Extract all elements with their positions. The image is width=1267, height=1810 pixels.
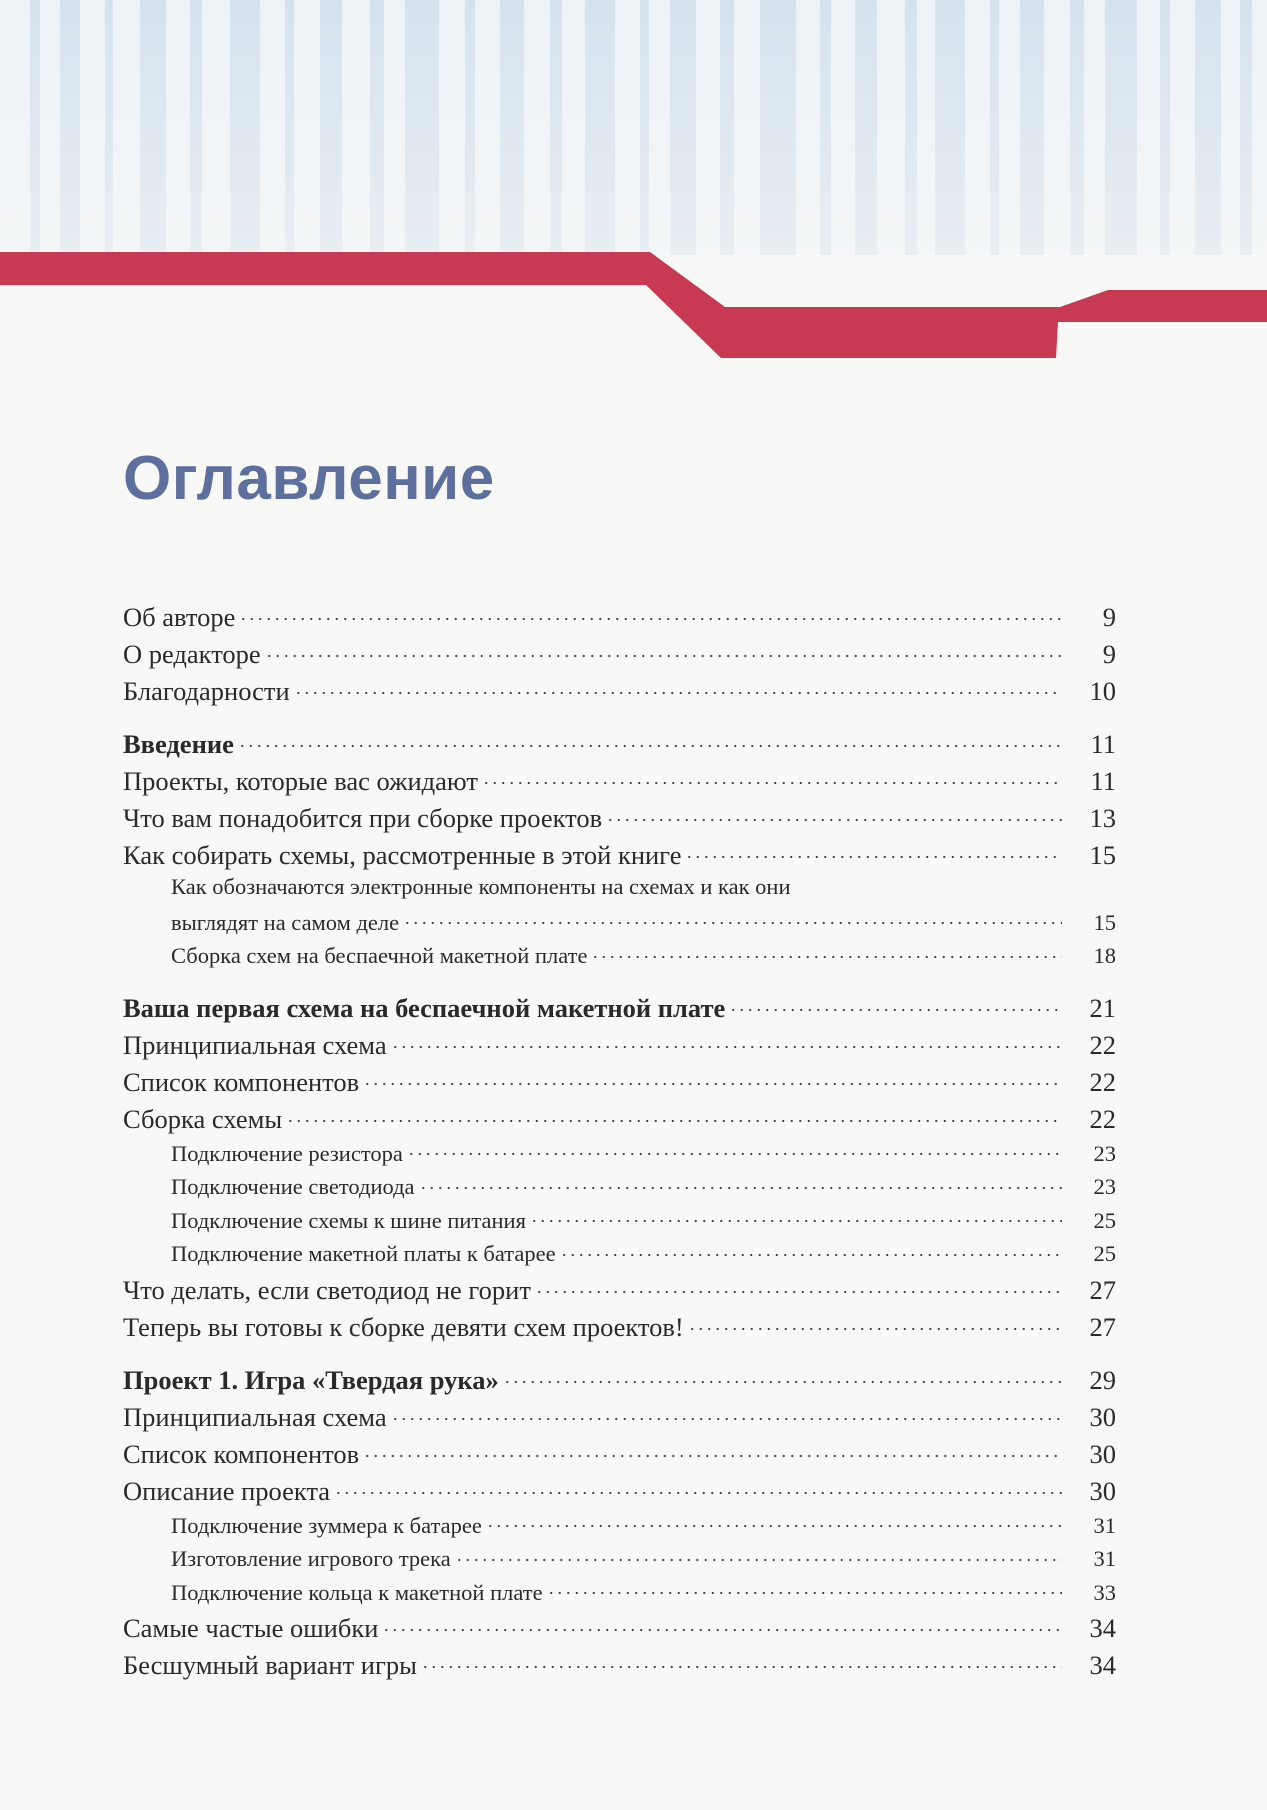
dot-leader [363,1064,1062,1091]
toc-entry-title: Как собирать схемы, рассмотренные в этой книге [123,839,682,870]
dot-leader [547,1577,1062,1600]
toc-page-number: 25 [1093,1207,1116,1233]
dot-leader [363,1436,1062,1463]
toc-section[interactable] [123,1027,1116,1064]
toc-entry-title: Подключение кольца к макетной плате [171,1579,543,1605]
toc-page-number: 11 [1090,765,1116,796]
toc-chapter[interactable] [123,1362,1116,1399]
dot-leader [421,1648,1062,1675]
toc-section[interactable] [123,800,1116,837]
dot-leader [688,1309,1062,1336]
page-title: Оглавление [123,444,495,513]
dot-leader [685,837,1062,864]
toc-page-number: 34 [1089,1650,1116,1680]
toc-entry-title: Описание проекта [123,1475,331,1506]
toc-entry-title: Подключение резистора [171,1140,403,1166]
dot-leader [560,1239,1062,1262]
toc-entry-title: Благодарности [123,675,290,706]
dot-leader [286,1101,1062,1128]
dot-leader [294,673,1062,700]
toc-entry-title: Проект 1. Игра «Твердая рука» [123,1364,499,1395]
toc-entry-title: Список компонентов [123,1438,360,1469]
dot-leader [591,941,1062,964]
toc-entry-title: Подключение светодиода [171,1174,415,1199]
dot-leader [391,1027,1062,1054]
toc-subsection[interactable] [123,1239,1116,1273]
toc-entry-title: Теперь вы готовы к сборке девяти схем проектов! [123,1311,684,1342]
dot-leader [530,1205,1062,1228]
toc-page-number: 15 [1089,839,1116,870]
section-gap [123,710,1116,726]
toc-page-number: 9 [1102,601,1116,632]
toc-page-number: 27 [1089,1274,1116,1305]
header-decoration [0,0,1267,360]
toc-page-number: 30 [1089,1401,1116,1432]
dot-leader [729,990,1062,1017]
toc-section[interactable] [123,1272,1116,1309]
toc-page-number: 11 [1090,728,1116,759]
toc-subsection[interactable] [123,1510,1116,1544]
toc-entry-title: Проекты, которые вас ожидают [123,765,478,796]
toc-subsection[interactable] [123,1172,1116,1206]
toc-page-number: 30 [1089,1475,1116,1506]
toc-subsection[interactable] [123,1205,1116,1239]
toc-section[interactable] [123,1101,1116,1138]
toc-page-number: 29 [1089,1364,1116,1395]
toc-page-number: 22 [1089,1066,1116,1097]
toc-entry-title: О редакторе [123,638,261,669]
toc-entry-title: Принципиальная схема [123,1029,387,1060]
toc-section[interactable] [123,1611,1116,1648]
dot-leader [403,907,1062,930]
toc-section[interactable] [123,1309,1116,1346]
dot-leader [238,726,1062,753]
dot-leader [382,1611,1062,1638]
toc-section[interactable] [123,1473,1116,1510]
toc-page-number: 27 [1089,1311,1116,1342]
dot-leader [239,599,1062,626]
toc-entry-title: Список компонентов [123,1066,360,1097]
toc-page-number: 34 [1089,1613,1116,1643]
toc-page-number: 23 [1093,1140,1116,1166]
dot-leader [455,1544,1062,1567]
toc-entry-title: выглядят на самом деле [171,909,400,935]
toc-page-number: 31 [1093,1512,1116,1538]
dot-leader [535,1272,1062,1299]
table-of-contents [123,599,1116,1685]
toc-page-number: 33 [1093,1579,1116,1605]
toc-page-number: 15 [1093,909,1116,935]
toc-section[interactable] [123,1064,1116,1101]
dot-leader [606,800,1062,827]
toc-entry-title: Принципиальная схема [123,1401,387,1432]
toc-entry-title: Подключение схемы к шине питания [171,1207,526,1233]
toc-section[interactable] [123,673,1116,710]
toc-subsection[interactable] [123,907,1116,941]
toc-entry-title: Подключение макетной платы к батарее [171,1241,556,1266]
toc-section[interactable] [123,599,1116,636]
toc-section[interactable] [123,1648,1116,1685]
toc-page-number: 23 [1093,1174,1116,1199]
toc-chapter[interactable] [123,990,1116,1027]
dot-leader [334,1473,1062,1500]
toc-page-number: 25 [1093,1241,1116,1266]
toc-subsection[interactable] [123,1577,1116,1611]
dot-leader [482,763,1062,790]
toc-entry-title: Сборка схем на беспаечной макетной плате [171,943,588,968]
toc-entry-title: Подключение зуммера к батарее [171,1512,482,1538]
toc-page-number: 18 [1093,943,1116,968]
header-red-band [0,252,1267,358]
toc-page-number: 22 [1089,1103,1116,1134]
dot-leader [391,1399,1062,1426]
toc-entry-title: Ваша первая схема на беспаечной макетной плате [123,992,726,1023]
toc-page-number: 30 [1089,1438,1116,1469]
section-gap [123,1346,1116,1362]
toc-entry-title: Бесшумный вариант игры [123,1650,417,1680]
toc-entry-title: Изготовление игрового трека [171,1546,451,1571]
toc-section[interactable] [123,763,1116,800]
toc-entry-title: Сборка схемы [123,1103,283,1134]
toc-page-number: 31 [1093,1546,1116,1571]
dot-leader [407,1138,1062,1161]
toc-section[interactable] [123,636,1116,673]
toc-entry-line1: Как обозначаются электронные компоненты на схемах и как они [171,874,791,899]
toc-page-number: 9 [1102,638,1116,669]
toc-section[interactable] [123,1399,1116,1436]
toc-entry-title: Введение [123,728,234,759]
dot-leader [419,1172,1062,1195]
toc-section[interactable] [123,1436,1116,1473]
toc-page-number: 21 [1089,992,1116,1023]
toc-subsection[interactable] [123,1138,1116,1172]
dot-leader [503,1362,1062,1389]
toc-page-number: 13 [1089,802,1116,833]
toc-subsection[interactable] [123,941,1116,975]
toc-section[interactable] [123,837,1116,874]
toc-subsection[interactable] [123,1544,1116,1578]
dot-leader [486,1510,1062,1533]
toc-entry-title: Об авторе [123,601,236,632]
dot-leader [265,636,1062,663]
toc-entry-title: Самые частые ошибки [123,1613,379,1643]
toc-page-number: 10 [1089,675,1116,706]
toc-entry-title: Что делать, если светодиод не горит [123,1274,531,1305]
toc-chapter[interactable] [123,726,1116,763]
toc-entry-title: Что вам понадобится при сборке проектов [123,802,603,833]
toc-page-number: 22 [1089,1029,1116,1060]
section-gap [123,974,1116,990]
